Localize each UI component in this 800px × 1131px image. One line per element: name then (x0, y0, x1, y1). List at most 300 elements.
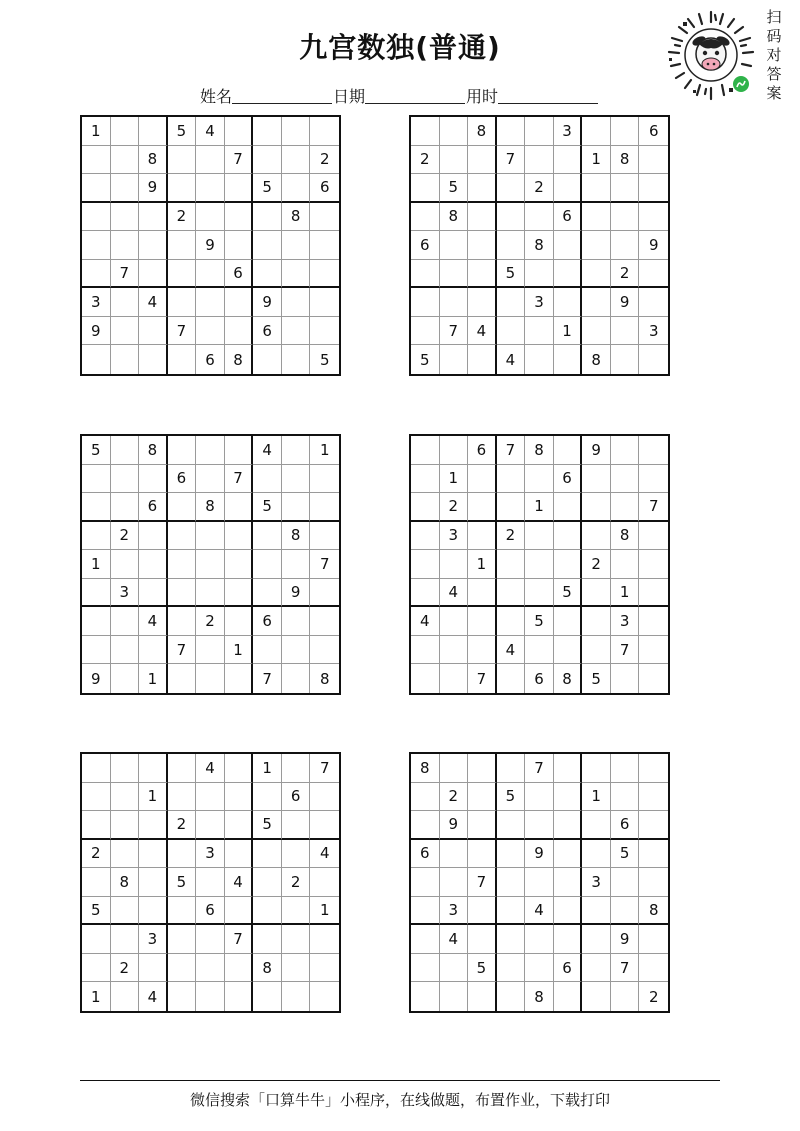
empty-cell[interactable] (611, 345, 640, 374)
empty-cell[interactable] (282, 117, 311, 146)
empty-cell[interactable] (411, 579, 440, 608)
empty-cell[interactable] (411, 522, 440, 551)
empty-cell[interactable] (82, 579, 111, 608)
empty-cell[interactable] (639, 811, 668, 840)
empty-cell[interactable] (310, 579, 339, 608)
empty-cell[interactable] (310, 954, 339, 983)
empty-cell[interactable] (111, 840, 140, 869)
empty-cell[interactable] (139, 522, 168, 551)
empty-cell[interactable] (582, 522, 611, 551)
empty-cell[interactable] (225, 840, 254, 869)
empty-cell[interactable] (411, 636, 440, 665)
empty-cell[interactable] (282, 465, 311, 494)
empty-cell[interactable] (611, 664, 640, 693)
empty-cell[interactable] (111, 288, 140, 317)
empty-cell[interactable] (639, 607, 668, 636)
empty-cell[interactable] (111, 436, 140, 465)
time-field[interactable] (498, 87, 598, 104)
empty-cell[interactable] (639, 754, 668, 783)
empty-cell[interactable] (582, 203, 611, 232)
empty-cell[interactable] (168, 146, 197, 175)
empty-cell[interactable] (468, 522, 497, 551)
empty-cell[interactable] (253, 231, 282, 260)
empty-cell[interactable] (497, 174, 526, 203)
empty-cell[interactable] (468, 840, 497, 869)
empty-cell[interactable] (253, 897, 282, 926)
empty-cell[interactable] (225, 664, 254, 693)
empty-cell[interactable] (497, 231, 526, 260)
empty-cell[interactable] (253, 982, 282, 1011)
empty-cell[interactable] (282, 607, 311, 636)
empty-cell[interactable] (582, 231, 611, 260)
empty-cell[interactable] (196, 174, 225, 203)
empty-cell[interactable] (196, 465, 225, 494)
empty-cell[interactable] (225, 982, 254, 1011)
empty-cell[interactable] (497, 754, 526, 783)
empty-cell[interactable] (111, 897, 140, 926)
empty-cell[interactable] (310, 465, 339, 494)
empty-cell[interactable] (525, 260, 554, 289)
empty-cell[interactable] (168, 345, 197, 374)
empty-cell[interactable] (139, 954, 168, 983)
empty-cell[interactable] (196, 203, 225, 232)
empty-cell[interactable] (253, 465, 282, 494)
empty-cell[interactable] (111, 174, 140, 203)
empty-cell[interactable] (554, 982, 583, 1011)
empty-cell[interactable] (82, 925, 111, 954)
empty-cell[interactable] (611, 982, 640, 1011)
empty-cell[interactable] (582, 317, 611, 346)
empty-cell[interactable] (310, 260, 339, 289)
empty-cell[interactable] (440, 982, 469, 1011)
empty-cell[interactable] (554, 811, 583, 840)
empty-cell[interactable] (111, 117, 140, 146)
empty-cell[interactable] (82, 146, 111, 175)
empty-cell[interactable] (168, 260, 197, 289)
empty-cell[interactable] (468, 493, 497, 522)
empty-cell[interactable] (468, 345, 497, 374)
empty-cell[interactable] (111, 925, 140, 954)
empty-cell[interactable] (468, 288, 497, 317)
empty-cell[interactable] (196, 550, 225, 579)
empty-cell[interactable] (468, 754, 497, 783)
empty-cell[interactable] (525, 868, 554, 897)
empty-cell[interactable] (168, 925, 197, 954)
empty-cell[interactable] (168, 174, 197, 203)
empty-cell[interactable] (468, 783, 497, 812)
empty-cell[interactable] (139, 203, 168, 232)
empty-cell[interactable] (582, 636, 611, 665)
empty-cell[interactable] (468, 982, 497, 1011)
empty-cell[interactable] (440, 436, 469, 465)
empty-cell[interactable] (282, 664, 311, 693)
empty-cell[interactable] (282, 493, 311, 522)
empty-cell[interactable] (639, 868, 668, 897)
empty-cell[interactable] (554, 550, 583, 579)
empty-cell[interactable] (310, 783, 339, 812)
empty-cell[interactable] (639, 550, 668, 579)
empty-cell[interactable] (139, 117, 168, 146)
empty-cell[interactable] (525, 636, 554, 665)
empty-cell[interactable] (525, 579, 554, 608)
empty-cell[interactable] (411, 117, 440, 146)
empty-cell[interactable] (253, 925, 282, 954)
empty-cell[interactable] (468, 636, 497, 665)
empty-cell[interactable] (196, 636, 225, 665)
empty-cell[interactable] (639, 174, 668, 203)
empty-cell[interactable] (497, 925, 526, 954)
empty-cell[interactable] (139, 636, 168, 665)
empty-cell[interactable] (225, 783, 254, 812)
empty-cell[interactable] (225, 436, 254, 465)
empty-cell[interactable] (139, 897, 168, 926)
empty-cell[interactable] (310, 811, 339, 840)
empty-cell[interactable] (225, 607, 254, 636)
empty-cell[interactable] (139, 260, 168, 289)
empty-cell[interactable] (82, 868, 111, 897)
empty-cell[interactable] (196, 925, 225, 954)
empty-cell[interactable] (611, 203, 640, 232)
empty-cell[interactable] (497, 607, 526, 636)
empty-cell[interactable] (639, 436, 668, 465)
empty-cell[interactable] (168, 231, 197, 260)
empty-cell[interactable] (168, 754, 197, 783)
empty-cell[interactable] (282, 146, 311, 175)
empty-cell[interactable] (582, 260, 611, 289)
qr-code-icon[interactable] (663, 8, 759, 104)
empty-cell[interactable] (168, 436, 197, 465)
empty-cell[interactable] (639, 954, 668, 983)
empty-cell[interactable] (411, 465, 440, 494)
empty-cell[interactable] (196, 579, 225, 608)
empty-cell[interactable] (139, 754, 168, 783)
empty-cell[interactable] (411, 954, 440, 983)
empty-cell[interactable] (82, 203, 111, 232)
empty-cell[interactable] (525, 522, 554, 551)
empty-cell[interactable] (139, 317, 168, 346)
empty-cell[interactable] (111, 317, 140, 346)
empty-cell[interactable] (497, 664, 526, 693)
empty-cell[interactable] (582, 897, 611, 926)
empty-cell[interactable] (554, 522, 583, 551)
empty-cell[interactable] (196, 260, 225, 289)
empty-cell[interactable] (525, 203, 554, 232)
empty-cell[interactable] (582, 493, 611, 522)
empty-cell[interactable] (196, 436, 225, 465)
empty-cell[interactable] (111, 465, 140, 494)
empty-cell[interactable] (225, 579, 254, 608)
empty-cell[interactable] (525, 146, 554, 175)
empty-cell[interactable] (168, 783, 197, 812)
empty-cell[interactable] (111, 783, 140, 812)
empty-cell[interactable] (611, 550, 640, 579)
empty-cell[interactable] (554, 288, 583, 317)
empty-cell[interactable] (225, 493, 254, 522)
empty-cell[interactable] (253, 868, 282, 897)
empty-cell[interactable] (440, 954, 469, 983)
empty-cell[interactable] (225, 897, 254, 926)
empty-cell[interactable] (282, 231, 311, 260)
empty-cell[interactable] (168, 897, 197, 926)
empty-cell[interactable] (310, 493, 339, 522)
empty-cell[interactable] (111, 203, 140, 232)
empty-cell[interactable] (639, 636, 668, 665)
empty-cell[interactable] (525, 954, 554, 983)
empty-cell[interactable] (468, 203, 497, 232)
empty-cell[interactable] (139, 840, 168, 869)
empty-cell[interactable] (139, 579, 168, 608)
empty-cell[interactable] (497, 868, 526, 897)
empty-cell[interactable] (554, 925, 583, 954)
empty-cell[interactable] (282, 982, 311, 1011)
empty-cell[interactable] (82, 607, 111, 636)
empty-cell[interactable] (111, 982, 140, 1011)
empty-cell[interactable] (139, 550, 168, 579)
empty-cell[interactable] (525, 465, 554, 494)
empty-cell[interactable] (253, 345, 282, 374)
empty-cell[interactable] (440, 231, 469, 260)
empty-cell[interactable] (111, 550, 140, 579)
empty-cell[interactable] (139, 811, 168, 840)
empty-cell[interactable] (82, 465, 111, 494)
empty-cell[interactable] (168, 664, 197, 693)
empty-cell[interactable] (411, 317, 440, 346)
empty-cell[interactable] (497, 954, 526, 983)
empty-cell[interactable] (168, 607, 197, 636)
empty-cell[interactable] (82, 783, 111, 812)
empty-cell[interactable] (196, 146, 225, 175)
empty-cell[interactable] (582, 954, 611, 983)
empty-cell[interactable] (282, 317, 311, 346)
empty-cell[interactable] (611, 117, 640, 146)
empty-cell[interactable] (411, 550, 440, 579)
empty-cell[interactable] (168, 954, 197, 983)
empty-cell[interactable] (411, 925, 440, 954)
empty-cell[interactable] (82, 231, 111, 260)
empty-cell[interactable] (282, 754, 311, 783)
empty-cell[interactable] (282, 260, 311, 289)
empty-cell[interactable] (282, 550, 311, 579)
empty-cell[interactable] (440, 288, 469, 317)
empty-cell[interactable] (611, 493, 640, 522)
empty-cell[interactable] (525, 550, 554, 579)
empty-cell[interactable] (411, 260, 440, 289)
empty-cell[interactable] (111, 345, 140, 374)
empty-cell[interactable] (440, 146, 469, 175)
empty-cell[interactable] (282, 840, 311, 869)
empty-cell[interactable] (282, 954, 311, 983)
empty-cell[interactable] (225, 954, 254, 983)
empty-cell[interactable] (554, 231, 583, 260)
empty-cell[interactable] (611, 174, 640, 203)
empty-cell[interactable] (411, 493, 440, 522)
name-field[interactable] (232, 87, 332, 104)
empty-cell[interactable] (554, 783, 583, 812)
empty-cell[interactable] (525, 783, 554, 812)
empty-cell[interactable] (196, 522, 225, 551)
empty-cell[interactable] (82, 636, 111, 665)
empty-cell[interactable] (253, 117, 282, 146)
empty-cell[interactable] (196, 868, 225, 897)
empty-cell[interactable] (582, 925, 611, 954)
empty-cell[interactable] (611, 783, 640, 812)
empty-cell[interactable] (440, 754, 469, 783)
empty-cell[interactable] (253, 203, 282, 232)
empty-cell[interactable] (411, 982, 440, 1011)
empty-cell[interactable] (440, 664, 469, 693)
empty-cell[interactable] (411, 811, 440, 840)
empty-cell[interactable] (225, 203, 254, 232)
empty-cell[interactable] (310, 117, 339, 146)
empty-cell[interactable] (82, 345, 111, 374)
empty-cell[interactable] (582, 982, 611, 1011)
empty-cell[interactable] (253, 783, 282, 812)
empty-cell[interactable] (440, 260, 469, 289)
empty-cell[interactable] (282, 436, 311, 465)
empty-cell[interactable] (554, 436, 583, 465)
empty-cell[interactable] (310, 231, 339, 260)
empty-cell[interactable] (639, 579, 668, 608)
empty-cell[interactable] (468, 811, 497, 840)
empty-cell[interactable] (468, 231, 497, 260)
empty-cell[interactable] (225, 754, 254, 783)
empty-cell[interactable] (497, 550, 526, 579)
empty-cell[interactable] (111, 607, 140, 636)
empty-cell[interactable] (82, 811, 111, 840)
empty-cell[interactable] (582, 607, 611, 636)
empty-cell[interactable] (225, 811, 254, 840)
empty-cell[interactable] (611, 317, 640, 346)
empty-cell[interactable] (411, 783, 440, 812)
empty-cell[interactable] (639, 345, 668, 374)
empty-cell[interactable] (310, 982, 339, 1011)
empty-cell[interactable] (639, 288, 668, 317)
empty-cell[interactable] (497, 317, 526, 346)
empty-cell[interactable] (411, 897, 440, 926)
empty-cell[interactable] (196, 783, 225, 812)
empty-cell[interactable] (139, 231, 168, 260)
empty-cell[interactable] (411, 203, 440, 232)
empty-cell[interactable] (611, 436, 640, 465)
empty-cell[interactable] (639, 260, 668, 289)
empty-cell[interactable] (611, 868, 640, 897)
empty-cell[interactable] (525, 317, 554, 346)
empty-cell[interactable] (497, 117, 526, 146)
empty-cell[interactable] (639, 146, 668, 175)
empty-cell[interactable] (497, 811, 526, 840)
empty-cell[interactable] (82, 954, 111, 983)
empty-cell[interactable] (554, 636, 583, 665)
empty-cell[interactable] (525, 117, 554, 146)
empty-cell[interactable] (225, 231, 254, 260)
empty-cell[interactable] (168, 982, 197, 1011)
empty-cell[interactable] (82, 260, 111, 289)
empty-cell[interactable] (111, 664, 140, 693)
empty-cell[interactable] (253, 579, 282, 608)
empty-cell[interactable] (554, 897, 583, 926)
empty-cell[interactable] (554, 260, 583, 289)
empty-cell[interactable] (554, 345, 583, 374)
empty-cell[interactable] (582, 754, 611, 783)
empty-cell[interactable] (582, 465, 611, 494)
empty-cell[interactable] (582, 811, 611, 840)
empty-cell[interactable] (253, 146, 282, 175)
empty-cell[interactable] (497, 982, 526, 1011)
empty-cell[interactable] (282, 925, 311, 954)
empty-cell[interactable] (310, 607, 339, 636)
empty-cell[interactable] (168, 550, 197, 579)
empty-cell[interactable] (111, 811, 140, 840)
empty-cell[interactable] (196, 811, 225, 840)
empty-cell[interactable] (310, 288, 339, 317)
empty-cell[interactable] (282, 345, 311, 374)
empty-cell[interactable] (139, 868, 168, 897)
empty-cell[interactable] (497, 493, 526, 522)
empty-cell[interactable] (468, 465, 497, 494)
empty-cell[interactable] (411, 174, 440, 203)
empty-cell[interactable] (440, 117, 469, 146)
empty-cell[interactable] (554, 146, 583, 175)
empty-cell[interactable] (253, 840, 282, 869)
empty-cell[interactable] (225, 550, 254, 579)
empty-cell[interactable] (253, 522, 282, 551)
empty-cell[interactable] (639, 203, 668, 232)
empty-cell[interactable] (554, 174, 583, 203)
empty-cell[interactable] (554, 493, 583, 522)
empty-cell[interactable] (497, 840, 526, 869)
empty-cell[interactable] (582, 174, 611, 203)
empty-cell[interactable] (253, 550, 282, 579)
empty-cell[interactable] (168, 840, 197, 869)
empty-cell[interactable] (440, 607, 469, 636)
empty-cell[interactable] (310, 868, 339, 897)
empty-cell[interactable] (554, 868, 583, 897)
empty-cell[interactable] (310, 522, 339, 551)
empty-cell[interactable] (611, 754, 640, 783)
empty-cell[interactable] (440, 550, 469, 579)
empty-cell[interactable] (554, 607, 583, 636)
date-field[interactable] (365, 87, 465, 104)
empty-cell[interactable] (139, 345, 168, 374)
empty-cell[interactable] (82, 522, 111, 551)
empty-cell[interactable] (168, 288, 197, 317)
empty-cell[interactable] (611, 231, 640, 260)
empty-cell[interactable] (111, 493, 140, 522)
empty-cell[interactable] (282, 897, 311, 926)
empty-cell[interactable] (440, 868, 469, 897)
empty-cell[interactable] (497, 465, 526, 494)
empty-cell[interactable] (440, 345, 469, 374)
empty-cell[interactable] (639, 925, 668, 954)
empty-cell[interactable] (639, 840, 668, 869)
empty-cell[interactable] (497, 579, 526, 608)
empty-cell[interactable] (525, 345, 554, 374)
empty-cell[interactable] (111, 146, 140, 175)
empty-cell[interactable] (282, 174, 311, 203)
empty-cell[interactable] (82, 754, 111, 783)
empty-cell[interactable] (440, 636, 469, 665)
empty-cell[interactable] (225, 174, 254, 203)
empty-cell[interactable] (639, 522, 668, 551)
empty-cell[interactable] (82, 174, 111, 203)
empty-cell[interactable] (497, 897, 526, 926)
empty-cell[interactable] (468, 579, 497, 608)
empty-cell[interactable] (139, 465, 168, 494)
empty-cell[interactable] (282, 636, 311, 665)
empty-cell[interactable] (196, 664, 225, 693)
empty-cell[interactable] (111, 754, 140, 783)
empty-cell[interactable] (196, 982, 225, 1011)
